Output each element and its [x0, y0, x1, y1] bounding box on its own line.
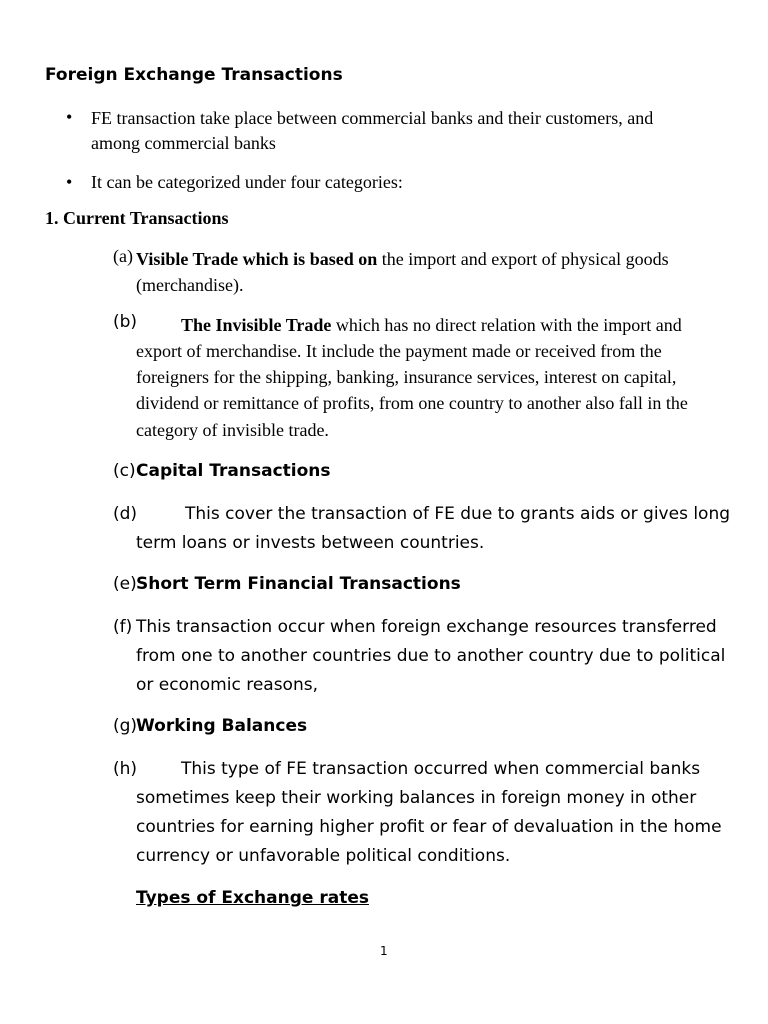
item-f-line-3: or economic reasons, — [136, 675, 318, 695]
item-b-label: (b) — [113, 312, 138, 332]
document-title: Foreign Exchange Transactions — [45, 65, 343, 85]
bullet-2-line-1: It can be categorized under four categories: — [91, 172, 403, 192]
item-a-line-2: (merchandise). — [136, 275, 244, 295]
bullet-1-line-2: among commercial banks — [91, 133, 276, 153]
types-of-exchange-rates-heading: Types of Exchange rates — [136, 888, 369, 908]
item-c-heading: Capital Transactions — [136, 461, 331, 481]
item-h-line-1: This type of FE transaction occurred when commercial banks — [181, 759, 701, 779]
item-h-line-4: currency or unfavorable political conditions. — [136, 846, 511, 866]
item-h-line-3: countries for earning higher profit or fear of devaluation in the home — [136, 817, 722, 837]
item-b-line-2: export of merchandise. It include the payment made or received from the — [136, 341, 662, 361]
bullet-1-line-1: FE transaction take place between commercial banks and their customers, and — [91, 108, 654, 128]
item-d-label: (d) — [113, 504, 138, 524]
item-b-line-4: dividend or remittance of profits, from one country to another also fall in the — [136, 393, 688, 413]
bullet-icon: • — [66, 107, 73, 127]
item-f-line-2: from one to another countries due to another country due to political — [136, 646, 726, 666]
section-heading: 1. Current Transactions — [45, 208, 229, 228]
item-c-label: (c) — [113, 461, 136, 481]
item-d-line-2: term loans or invests between countries. — [136, 533, 485, 553]
item-b-line-1 — [181, 312, 682, 338]
item-b-line-5: category of invisible trade. — [136, 420, 329, 440]
page-number: 1 — [380, 944, 388, 958]
item-e-label: (e) — [113, 574, 137, 594]
item-g-label: (g) — [113, 716, 138, 736]
item-a-text: the import and export of physical goods — [377, 249, 669, 269]
item-b-bold-text: The Invisible Trade — [181, 315, 332, 335]
item-h-line-2: sometimes keep their working balances in foreign money in other — [136, 788, 697, 808]
item-f-line-1: This transaction occur when foreign exchange resources transferred — [136, 617, 717, 637]
bullet-icon: • — [66, 172, 73, 192]
item-e-heading: Short Term Financial Transactions — [136, 574, 461, 594]
item-a-bold-text: Visible Trade which is based on — [136, 249, 378, 269]
item-a-line-1 — [136, 246, 669, 272]
item-d-line-1: This cover the transaction of FE due to grants aids or gives long — [185, 504, 731, 524]
item-b-line-3: foreigners for the shipping, banking, insurance services, interest on capital, — [136, 367, 677, 387]
item-b-text: which has no direct relation with the import and — [331, 315, 682, 335]
item-g-heading: Working Balances — [136, 716, 308, 736]
item-h-label: (h) — [113, 759, 138, 779]
item-a-label: (a) — [113, 246, 133, 266]
item-f-label: (f) — [113, 617, 133, 637]
